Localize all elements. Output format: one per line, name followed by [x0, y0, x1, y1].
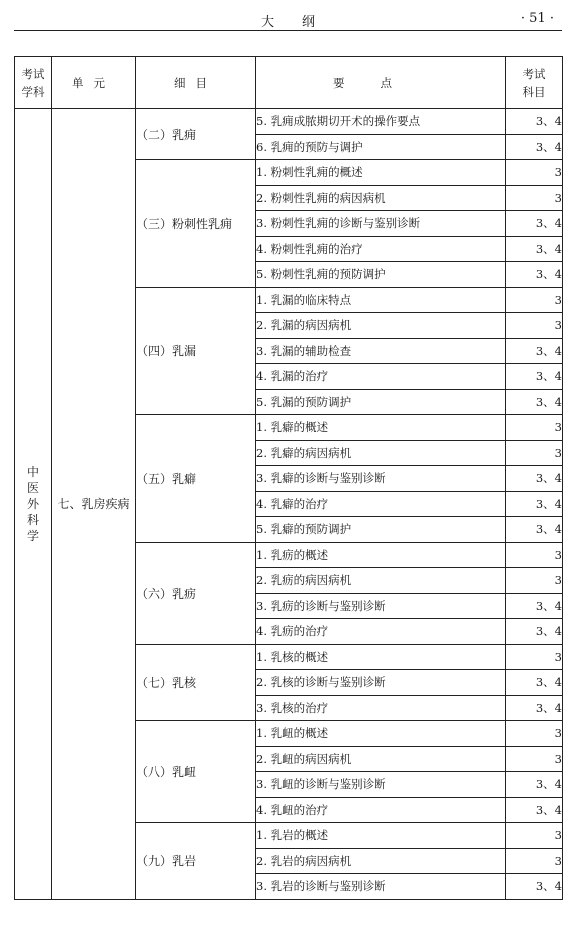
syllabus-table [14, 56, 563, 900]
point-cell: 5. 乳痈成脓期切开术的操作要点 [256, 109, 506, 135]
subject-cell [15, 109, 52, 900]
point-cell: 3. 粉刺性乳痈的诊断与鉴别诊断 [256, 211, 506, 237]
exam-cell: 3 [506, 746, 563, 772]
point-cell: 3. 乳疬的诊断与鉴别诊断 [256, 593, 506, 619]
point-cell: 4. 粉刺性乳痈的治疗 [256, 236, 506, 262]
point-cell: 3. 乳漏的辅助检查 [256, 338, 506, 364]
point-cell: 1. 乳岩的概述 [256, 823, 506, 849]
table-header-row [15, 57, 563, 109]
column-header-subject-line2: 学科 [21, 84, 45, 99]
column-header-subject-line1: 考试 [21, 66, 45, 81]
exam-cell: 3、4 [506, 466, 563, 492]
exam-cell: 3、4 [506, 364, 563, 390]
exam-cell: 3、4 [506, 797, 563, 823]
detail-cell: （二）乳痈 [136, 109, 256, 160]
detail-cell: （七）乳核 [136, 644, 256, 721]
point-cell: 1. 粉刺性乳痈的概述 [256, 160, 506, 186]
detail-cell: （九）乳岩 [136, 823, 256, 900]
point-cell: 2. 乳癖的病因病机 [256, 440, 506, 466]
exam-cell: 3、4 [506, 695, 563, 721]
header-title: 大纲 [260, 15, 343, 30]
point-cell: 2. 乳岩的病因病机 [256, 848, 506, 874]
point-cell: 4. 乳漏的治疗 [256, 364, 506, 390]
detail-cell: （八）乳衄 [136, 721, 256, 823]
detail-cell: （六）乳疬 [136, 542, 256, 644]
point-cell: 1. 乳衄的概述 [256, 721, 506, 747]
exam-cell: 3、4 [506, 236, 563, 262]
exam-cell: 3、4 [506, 211, 563, 237]
exam-cell: 3 [506, 848, 563, 874]
column-header-detail-label: 细目 [174, 75, 217, 90]
exam-cell: 3 [506, 568, 563, 594]
exam-cell: 3 [506, 440, 563, 466]
point-cell: 1. 乳疬的概述 [256, 542, 506, 568]
column-header-exam [506, 57, 563, 109]
point-cell: 3. 乳核的治疗 [256, 695, 506, 721]
point-cell: 4. 乳衄的治疗 [256, 797, 506, 823]
point-cell: 2. 乳漏的病因病机 [256, 313, 506, 339]
column-header-unit [52, 57, 136, 109]
exam-cell: 3、4 [506, 491, 563, 517]
point-cell: 2. 乳核的诊断与鉴别诊断 [256, 670, 506, 696]
point-cell: 1. 乳漏的临床特点 [256, 287, 506, 313]
exam-cell: 3 [506, 160, 563, 186]
exam-cell: 3 [506, 313, 563, 339]
point-cell: 1. 乳核的概述 [256, 644, 506, 670]
point-cell: 3. 乳岩的诊断与鉴别诊断 [256, 874, 506, 900]
exam-cell: 3、4 [506, 517, 563, 543]
point-cell: 2. 乳疬的病因病机 [256, 568, 506, 594]
page-header [14, 8, 562, 31]
subject-label: 中医外科学 [27, 464, 40, 543]
exam-cell: 3 [506, 185, 563, 211]
detail-cell: （三）粉刺性乳痈 [136, 160, 256, 288]
detail-cell: （五）乳癖 [136, 415, 256, 543]
column-header-subject [15, 57, 52, 109]
exam-cell: 3、4 [506, 772, 563, 798]
table-row [15, 109, 563, 135]
point-cell: 2. 乳衄的病因病机 [256, 746, 506, 772]
detail-cell: （四）乳漏 [136, 287, 256, 415]
column-header-exam-line2: 科目 [522, 84, 546, 99]
point-cell: 2. 粉刺性乳痈的病因病机 [256, 185, 506, 211]
exam-cell: 3、4 [506, 670, 563, 696]
exam-cell: 3 [506, 542, 563, 568]
exam-cell: 3 [506, 287, 563, 313]
syllabus-table-body [15, 57, 563, 900]
exam-cell: 3、4 [506, 262, 563, 288]
column-header-unit-label: 单元 [72, 75, 115, 90]
exam-cell: 3、4 [506, 134, 563, 160]
point-cell: 5. 乳癖的预防调护 [256, 517, 506, 543]
column-header-exam-line1: 考试 [522, 66, 546, 81]
point-cell: 4. 乳癖的治疗 [256, 491, 506, 517]
exam-cell: 3、4 [506, 619, 563, 645]
column-header-detail [136, 57, 256, 109]
exam-cell: 3 [506, 721, 563, 747]
point-cell: 5. 乳漏的预防调护 [256, 389, 506, 415]
column-header-points [256, 57, 506, 109]
exam-cell: 3 [506, 644, 563, 670]
point-cell: 1. 乳癖的概述 [256, 415, 506, 441]
exam-cell: 3、4 [506, 109, 563, 135]
exam-cell: 3 [506, 823, 563, 849]
page-number: · 51 · [520, 11, 554, 26]
point-cell: 3. 乳癖的诊断与鉴别诊断 [256, 466, 506, 492]
exam-cell: 3、4 [506, 874, 563, 900]
point-cell: 5. 粉刺性乳痈的预防调护 [256, 262, 506, 288]
point-cell: 3. 乳衄的诊断与鉴别诊断 [256, 772, 506, 798]
point-cell: 4. 乳疬的治疗 [256, 619, 506, 645]
exam-cell: 3、4 [506, 338, 563, 364]
exam-cell: 3、4 [506, 389, 563, 415]
exam-cell: 3 [506, 415, 563, 441]
exam-cell: 3、4 [506, 593, 563, 619]
point-cell: 6. 乳痈的预防与调护 [256, 134, 506, 160]
unit-cell: 七、乳房疾病 [52, 109, 136, 900]
column-header-points-label: 要点 [333, 75, 428, 90]
